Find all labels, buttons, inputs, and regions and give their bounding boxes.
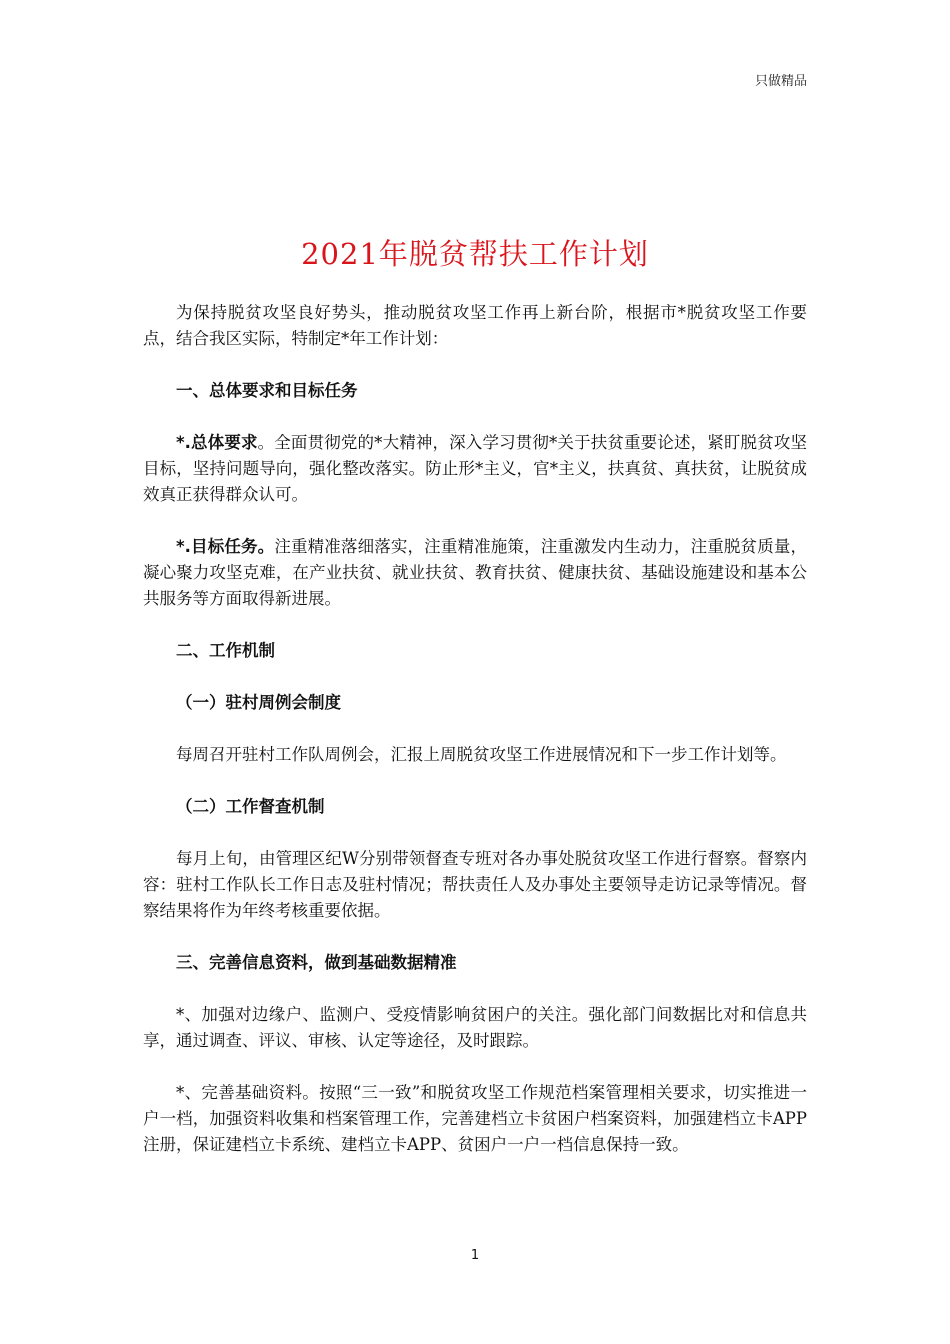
- weekly-meeting-paragraph: 每周召开驻村工作队周例会，汇报上周脱贫攻坚工作进展情况和下一步工作计划等。: [176, 745, 787, 764]
- intro-paragraph: 为保持脱贫攻坚良好势头，推动脱贫攻坚工作再上新台阶，根据市*脱贫攻坚工作要点，结合我区实际，特制定*年工作计划：: [143, 303, 807, 348]
- target-tasks-paragraph: [143, 534, 807, 612]
- subsection-supervision-heading: （二）工作督查机制: [176, 797, 325, 816]
- monitoring-paragraph: *、加强对边缘户、监测户、受疫情影响贫困户的关注。强化部门间数据比对和信息共享，通过调查、评议、审核、认定等途径，及时跟踪。: [143, 1005, 807, 1050]
- section-3-heading: 三、完善信息资料，做到基础数据精准: [176, 953, 457, 972]
- header-mark: 只做精品: [754, 74, 807, 89]
- section-1-heading: 一、总体要求和目标任务: [176, 381, 358, 400]
- subsection-weekly-meeting-heading: （一）驻村周例会制度: [176, 693, 341, 712]
- basic-data-paragraph: *、完善基础资料。按照“三一致”和脱贫攻坚工作规范档案管理相关要求，切实推进一户一档，加强资料收集和档案管理工作，完善建档立卡贫困户档案资料，加强建档立卡APP注册，保证建档立卡系统、建档立卡APP、贫困户一户一档信息保持一致。: [143, 1083, 807, 1154]
- target-tasks-lead: *.目标任务。: [176, 537, 275, 556]
- document-title: 2021年脱贫帮扶工作计划: [301, 237, 649, 271]
- target-tasks-text: 注重精准落细落实，注重精准施策，注重激发内生动力，注重脱贫质量，凝心聚力攻坚克难，在产业扶贫、就业扶贫、教育扶贫、健康扶贫、基础设施建设和基本公共服务等方面取得新进展。: [143, 537, 807, 608]
- overall-requirements-lead: *.总体要求: [176, 433, 258, 452]
- overall-requirements-text: 。全面贯彻党的*大精神，深入学习贯彻*关于扶贫重要论述，紧盯脱贫攻坚目标，坚持问题导向，强化整改落实。防止形*主义，官*主义，扶真贫、真扶贫，让脱贫成效真正获得群众认可。: [143, 433, 807, 504]
- document-body: [143, 300, 807, 1184]
- supervision-paragraph: 每月上旬，由管理区纪W分别带领督查专班对各办事处脱贫攻坚工作进行督察。督察内容：驻村工作队长工作日志及驻村情况；帮扶责任人及办事处主要领导走访记录等情况。督察结果将作为年终考核重要依据。: [143, 849, 807, 920]
- section-2-heading: 二、工作机制: [176, 641, 275, 660]
- page-number: 1: [470, 1248, 480, 1263]
- overall-requirements-paragraph: [143, 430, 807, 508]
